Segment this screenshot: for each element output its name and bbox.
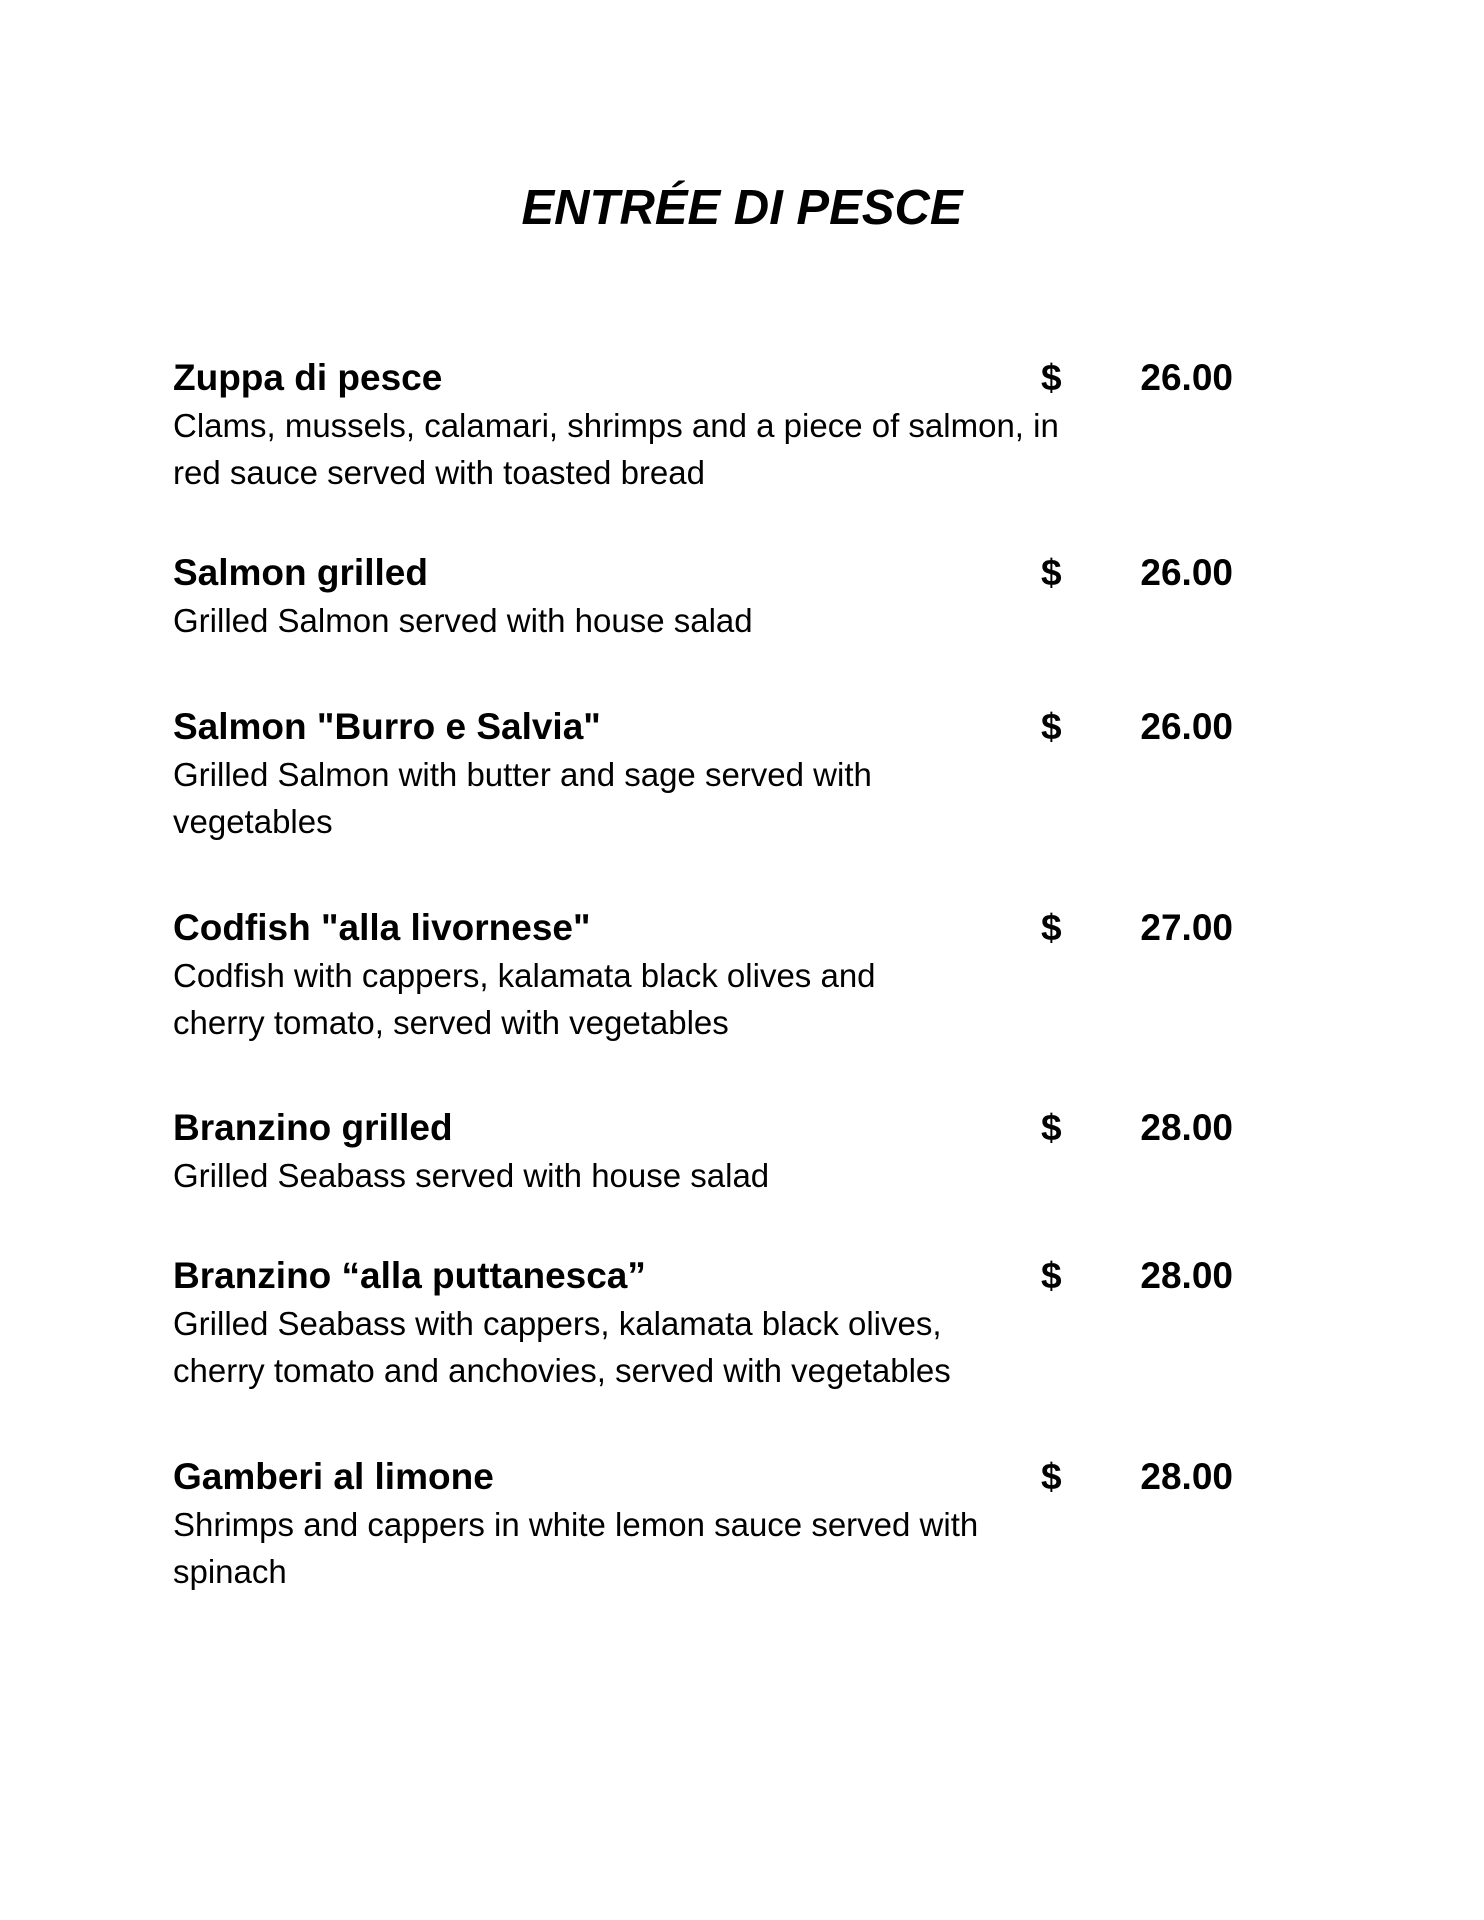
menu-item-price: 28.00 — [1140, 1456, 1233, 1497]
menu-item-currency: $ — [1041, 1456, 1062, 1497]
menu-title: ENTRÉE DI PESCE — [521, 181, 963, 235]
menu-item-branzino-grilled — [173, 1104, 1233, 1199]
menu-item-name: Branzino grilled — [173, 1107, 453, 1148]
menu-item-currency: $ — [1041, 552, 1062, 593]
menu-item-name: Gamberi al limone — [173, 1456, 494, 1497]
menu-item-currency: $ — [1041, 1107, 1062, 1148]
menu-item-price: 26.00 — [1140, 357, 1233, 398]
menu-item-description: Clams, mussels, calamari, shrimps and a piece of salmon, in red sauce served with toasted bread — [173, 407, 1059, 491]
menu-item-name: Codfish "alla livornese" — [173, 907, 591, 948]
menu-item-currency: $ — [1041, 706, 1062, 747]
menu-item-description: Grilled Salmon with butter and sage served with vegetables — [173, 756, 872, 840]
menu-item-zuppa-di-pesce — [173, 354, 1233, 496]
menu-item-price: 26.00 — [1140, 552, 1233, 593]
menu-item-price: 27.00 — [1140, 907, 1233, 948]
menu-item-currency: $ — [1041, 357, 1062, 398]
menu-item-codfish-alla-livornese — [173, 904, 1233, 1046]
menu-item-name: Salmon "Burro e Salvia" — [173, 706, 601, 747]
menu-item-currency: $ — [1041, 1255, 1062, 1296]
menu-item-branzino-alla-puttanesca — [173, 1252, 1233, 1394]
menu-item-currency: $ — [1041, 907, 1062, 948]
menu-item-name: Zuppa di pesce — [173, 357, 443, 398]
menu-item-name: Salmon grilled — [173, 552, 428, 593]
menu-item-description: Grilled Seabass with cappers, kalamata black olives, cherry tomato and anchovies, served with vegetables — [173, 1305, 951, 1389]
menu-item-name: Branzino “alla puttanesca” — [173, 1255, 646, 1296]
menu-item-description: Codfish with cappers, kalamata black olives and cherry tomato, served with vegetables — [173, 957, 876, 1041]
menu-item-description: Grilled Salmon served with house salad — [173, 602, 753, 639]
menu-item-salmon-grilled — [173, 549, 1233, 644]
menu-item-price: 26.00 — [1140, 706, 1233, 747]
menu-item-price: 28.00 — [1140, 1255, 1233, 1296]
menu-item-price: 28.00 — [1140, 1107, 1233, 1148]
menu-item-description: Shrimps and cappers in white lemon sauce served with spinach — [173, 1506, 979, 1590]
menu-item-description: Grilled Seabass served with house salad — [173, 1157, 770, 1194]
menu-item-salmon-burro-e-salvia — [173, 703, 1233, 845]
menu-item-gamberi-al-limone — [173, 1453, 1233, 1595]
